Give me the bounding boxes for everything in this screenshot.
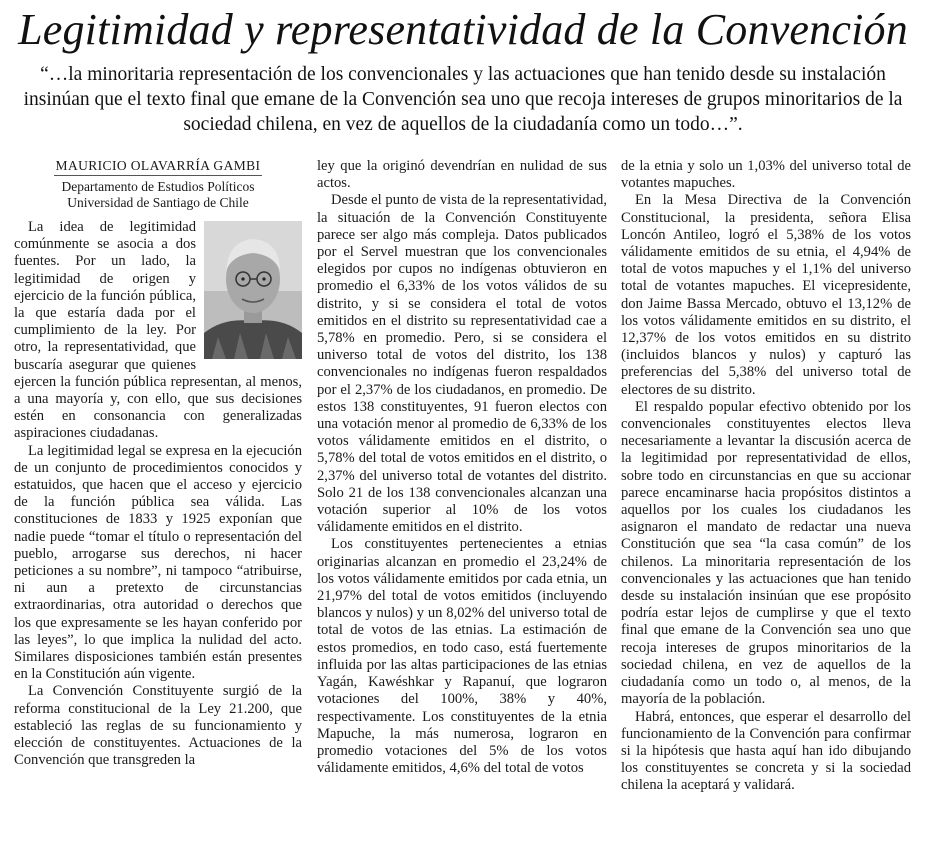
paragraph: El respaldo popular efectivo obtenido por los convencionales constituyentes electos lleva necesariamente a levantar la discusión acerca de la legitimidad por representatividad de ellos, sobre todo en circunstancias en que su accionar parece encaminarse hacia propósitos distintos a aquellos por los cuales los ciudadanos les asignaron el mandato de redactar una nueva Constitución que sea “la casa común” de los chilenos. La minoritaria representación de los convencionales y las actuaciones que han tenido desde su instalación insinúan que ese propósito podría estar lejos de cumplirse y que el texto final que emane de la Convención sea uno que recoja intereses de grupos minoritarios de la sociedad chilena, en vez de aquellos de la ciudadanía como un todo o, al menos, de la mayoría de la población. <box>621 398 911 708</box>
paragraph-continued: de la etnia y solo un 1,03% del universo total de votantes mapuches. <box>621 158 911 192</box>
article-column-3 <box>621 158 911 795</box>
paragraph: Habrá, entonces, que esperar el desarrollo del funcionamiento de la Convención para confirmar si la hipótesis que hasta aquí han ido dibujando los constituyentes se concreta y si la sociedad chilena la aceptará y validará. <box>621 708 911 794</box>
paragraph: En la Mesa Directiva de la Convención Constitucional, la presidenta, señora Elisa Loncón Antileo, logró el 5,38% de los votos válidamente emitidos de su etnia, el 4,94% de total de votos mapuches y el 1,1% del universo total de votantes mapuches. El vicepresidente, don Jaime Bassa Mercado, obtuvo el 13,12% de los votos válidamente emitidos en su distrito, el 12,37% de los votos emitidos en su distrito (incluidos blancos y nulos) y capturó las preferencias del 5,38% del universo total de electores de su distrito. <box>621 192 911 398</box>
author-name: MAURICIO OLAVARRÍA GAMBI <box>54 158 263 176</box>
author-affiliation-line-1: Departamento de Estudios Políticos <box>61 179 255 194</box>
paragraph <box>14 219 302 443</box>
byline <box>14 158 302 211</box>
paragraph: Los constituyentes pertenecientes a etnias originarias alcanzan en promedio el 23,24% de los votos válidamente emitidos por cada etnia, un 21,97% del total de votos emitidos (incluyendo blancos y nulos) y un 8,02% del universo total de total de votos de las etnias. La estimación de estos promedios, en todo caso, está fuertemente influida por las altas participaciones de las etnias Yagán, Kawéshkar y Rapanuí, que lograron votaciones del 100%, 38% y 40%, respectivamente. Los constituyentes de la etnia Mapuche, la más numerosa, lograron en promedio votaciones del 5% de los votos válidamente emitidos, 4,6% del total de votos <box>317 536 607 777</box>
author-portrait-icon <box>204 221 302 359</box>
paragraph-continued: ley que la originó devendrían en nulidad de sus actos. <box>317 158 607 192</box>
paragraph: La legitimidad legal se expresa en la ejecución de un conjunto de procedimientos conocidos y estatuidos, que hacen que el acceso y ejercicio de la función pública sea válida. Las constituciones de 1833 y 1925 exponían que nadie puede “tomar el título o representación del pueblo, arrogarse sus derechos, ni hacer peticiones a su nombre”, ni tampoco “atribuirse, ni aun a pretexto de circunstancias extraordinarias, otra autoridad o derechos que los que expresamente se les hayan conferido por las leyes”, lo que implica la nulidad del acto. Similares disposiciones también están presentes en la Constitución aún vigente. <box>14 442 302 683</box>
author-photo <box>204 221 302 359</box>
article-column-1 <box>14 158 302 770</box>
paragraph-text: La idea de legitimidad comúnmente se asocia a dos fuentes. Por un lado, la legitimidad de origen y ejercicio de la función pública, la que estaría dada por el cumplimiento de la ley. Por otro, la representatividad, que buscaría asegurar que quienes ejercen la función pública representan, al menos, a una mayoría y, con ello, que sus decisiones estén en consonancia con generalizadas aspiraciones ciudadanas. <box>14 219 302 442</box>
article-title: Legitimidad y representatividad de la Convención <box>18 5 908 54</box>
article-column-2 <box>317 158 607 777</box>
author-affiliation-line-2: Universidad de Santiago de Chile <box>67 195 249 210</box>
paragraph: La Convención Constituyente surgió de la reforma constitucional de la Ley 21.200, que estableció las reglas de su funcionamiento y elección de constituyentes. Actuaciones de la Convención que transgreden la <box>14 683 302 769</box>
paragraph: Desde el punto de vista de la representatividad, la situación de la Convención Constituyente parece ser algo más compleja. Datos publicados por el Servel muestran que los convencionales elegidos por cupos no indígenas obtuvieron en promedio el 6,33% de los votos válidos de su distrito, y si se considera el total de votos emitidos en el distrito su representatividad cae a 5,78% en promedio. Pero, si se considera el universo total de votos del distrito, los 138 convencionales no indígenas fueron respaldados por el 2,37% de los ciudadanos, en promedio. De estos 138 constituyentes, 91 fueron electos con una votación menor al promedio de 6,33% de los votos válidamente emitidos en el distrito, o 5,78% del total de votos emitidos en el distrito, o 2,37% del universo total de votantes del distrito. Solo 21 de los 138 convencionales alcanzan una votación superior al 10% de los votos válidamente emitidos en el distrito. <box>317 192 607 536</box>
article-lead-quote: “…la minoritaria representación de los convencionales y las actuaciones que han tenido desde su instalación insinúan que el texto final que emane de la Convención sea uno que recoja intereses de grupos minoritarios de la sociedad chilena, en vez de aquellos de la ciudadanía como un todo…”. <box>23 64 903 135</box>
